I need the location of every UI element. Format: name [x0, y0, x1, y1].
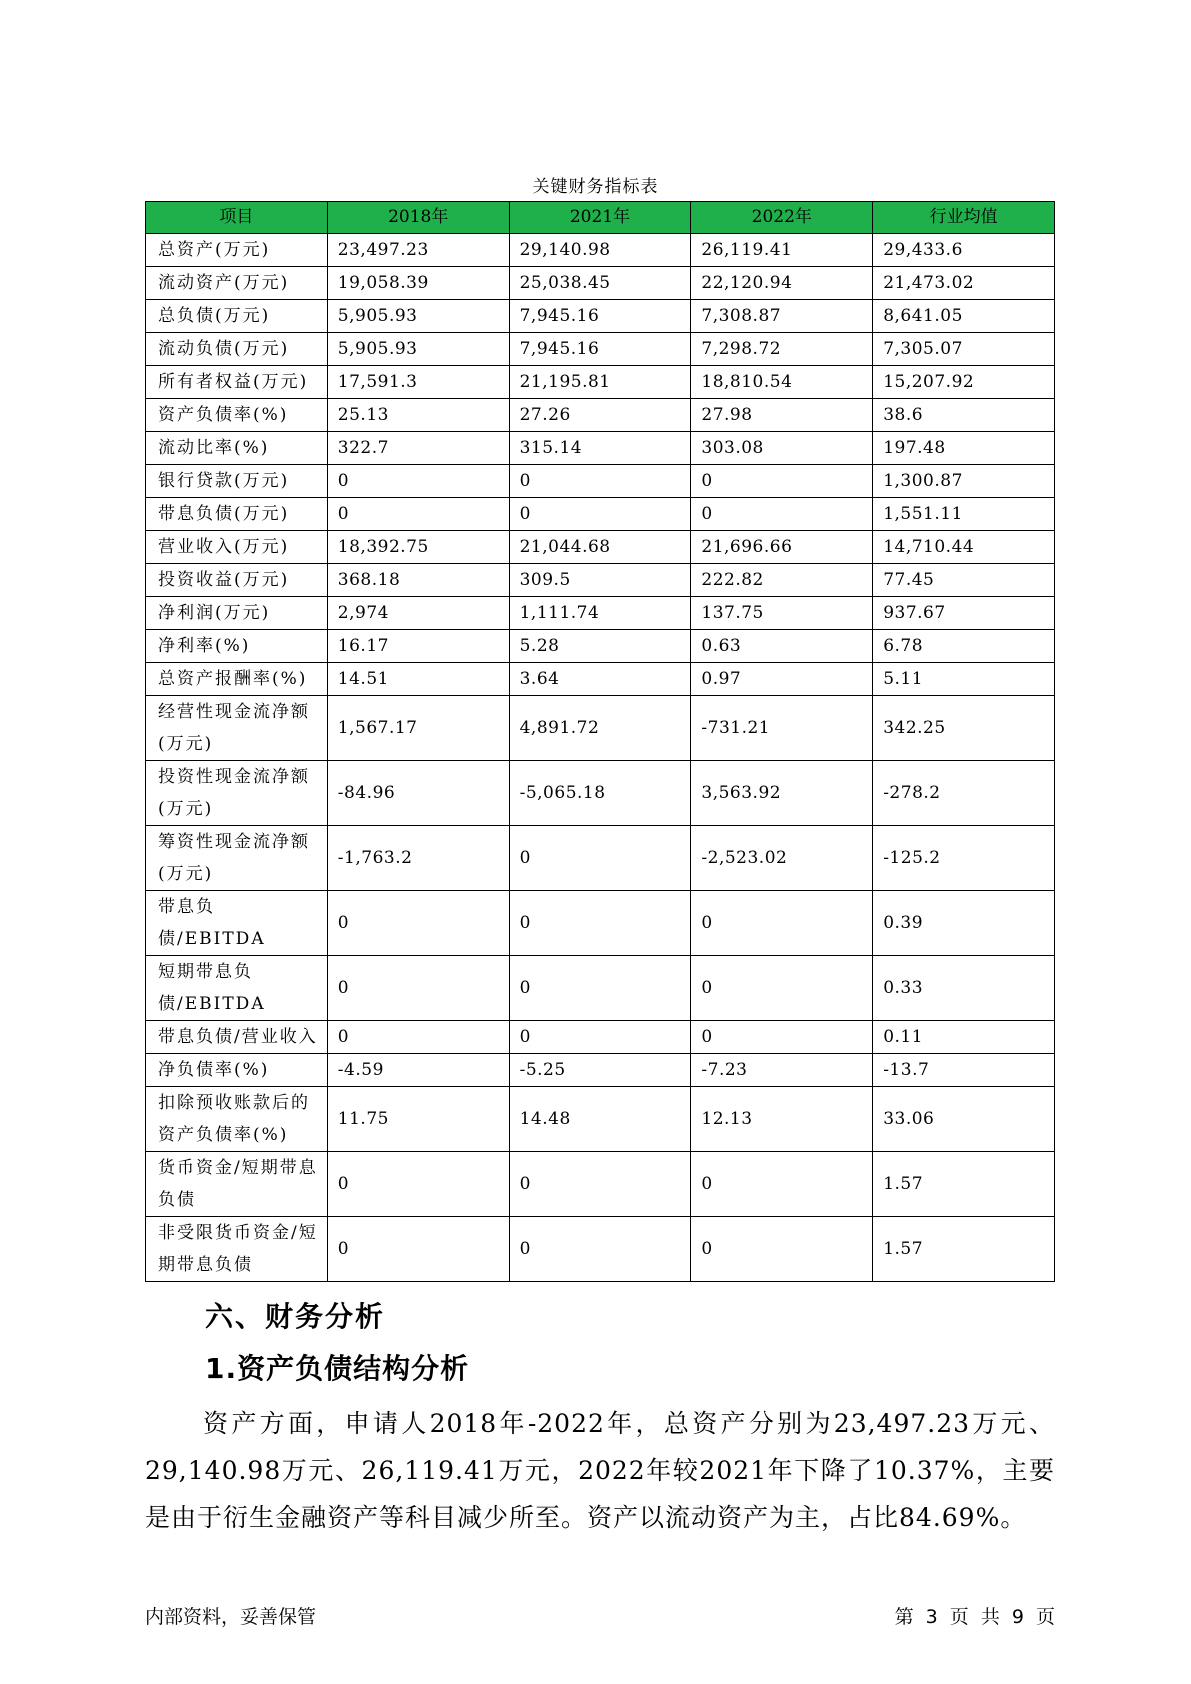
table-row: [146, 1152, 1055, 1217]
row-label: 净负债率(%): [146, 1054, 328, 1087]
row-value: 3.64: [509, 663, 691, 696]
row-value: -13.7: [873, 1054, 1055, 1087]
table-row: [146, 1054, 1055, 1087]
row-value: 17,591.3: [327, 366, 509, 399]
table-row: [146, 1217, 1055, 1282]
row-label: 经营性现金流净额(万元): [146, 696, 328, 761]
row-label: 流动资产(万元): [146, 267, 328, 300]
row-label: 总资产(万元): [146, 234, 328, 267]
header-2021: 2021年: [509, 202, 691, 234]
row-value: 21,473.02: [873, 267, 1055, 300]
financial-indicators-table: [145, 201, 1055, 1282]
row-value: 5.28: [509, 630, 691, 663]
table-row: [146, 761, 1055, 826]
row-value: 2,974: [327, 597, 509, 630]
footer-page-number: 第 3 页 共 9 页: [894, 1606, 1055, 1628]
table-row: [146, 956, 1055, 1021]
table-row: [146, 663, 1055, 696]
row-value: 368.18: [327, 564, 509, 597]
row-value: 0: [327, 1021, 509, 1054]
row-value: 7,945.16: [509, 300, 691, 333]
row-value: 342.25: [873, 696, 1055, 761]
row-value: 11.75: [327, 1087, 509, 1152]
row-value: 38.6: [873, 399, 1055, 432]
table-row: [146, 432, 1055, 465]
row-value: 0: [691, 1021, 873, 1054]
section-heading: 六、财务分析: [205, 1300, 386, 1333]
table-row: [146, 498, 1055, 531]
row-value: 937.67: [873, 597, 1055, 630]
row-value: -1,763.2: [327, 826, 509, 891]
row-value: 14,710.44: [873, 531, 1055, 564]
table-row: [146, 531, 1055, 564]
table-row: [146, 1021, 1055, 1054]
row-value: 5,905.93: [327, 300, 509, 333]
row-value: 0: [691, 1217, 873, 1282]
row-value: -125.2: [873, 826, 1055, 891]
row-value: 309.5: [509, 564, 691, 597]
row-value: 0: [327, 956, 509, 1021]
row-value: 0: [327, 465, 509, 498]
row-label: 带息负债(万元): [146, 498, 328, 531]
row-value: 0: [509, 1217, 691, 1282]
row-value: 0: [509, 498, 691, 531]
row-label: 净利润(万元): [146, 597, 328, 630]
table-row: [146, 1087, 1055, 1152]
row-label: 扣除预收账款后的资产负债率(%): [146, 1087, 328, 1152]
header-2022: 2022年: [691, 202, 873, 234]
row-value: 14.48: [509, 1087, 691, 1152]
table-row: [146, 696, 1055, 761]
row-value: 3,563.92: [691, 761, 873, 826]
row-value: -7.23: [691, 1054, 873, 1087]
footer-confidential-note: 内部资料，妥善保管: [145, 1606, 317, 1628]
row-value: 0.33: [873, 956, 1055, 1021]
row-value: 315.14: [509, 432, 691, 465]
row-value: 26,119.41: [691, 234, 873, 267]
row-value: 0.63: [691, 630, 873, 663]
row-value: -84.96: [327, 761, 509, 826]
row-value: 21,696.66: [691, 531, 873, 564]
row-value: 0: [509, 1152, 691, 1217]
row-value: 25,038.45: [509, 267, 691, 300]
header-item: 项目: [146, 202, 328, 234]
row-value: 0: [691, 465, 873, 498]
row-value: 21,195.81: [509, 366, 691, 399]
row-value: -5.25: [509, 1054, 691, 1087]
row-value: 0: [509, 956, 691, 1021]
row-label: 净利率(%): [146, 630, 328, 663]
row-value: 77.45: [873, 564, 1055, 597]
row-value: 12.13: [691, 1087, 873, 1152]
row-label: 流动比率(%): [146, 432, 328, 465]
header-2018: 2018年: [327, 202, 509, 234]
row-value: 0: [327, 498, 509, 531]
row-value: 4,891.72: [509, 696, 691, 761]
row-value: 0: [509, 1021, 691, 1054]
row-label: 短期带息负债/EBITDA: [146, 956, 328, 1021]
row-value: 0: [691, 1152, 873, 1217]
row-value: 8,641.05: [873, 300, 1055, 333]
row-value: 1,551.11: [873, 498, 1055, 531]
row-value: 29,140.98: [509, 234, 691, 267]
table-row: [146, 597, 1055, 630]
row-value: 14.51: [327, 663, 509, 696]
row-value: 18,810.54: [691, 366, 873, 399]
row-value: 137.75: [691, 597, 873, 630]
row-value: -2,523.02: [691, 826, 873, 891]
row-value: 0.39: [873, 891, 1055, 956]
row-value: 21,044.68: [509, 531, 691, 564]
table-row: [146, 465, 1055, 498]
row-value: 303.08: [691, 432, 873, 465]
row-value: 5.11: [873, 663, 1055, 696]
row-value: 197.48: [873, 432, 1055, 465]
row-label: 银行贷款(万元): [146, 465, 328, 498]
row-value: 7,308.87: [691, 300, 873, 333]
row-value: 0: [509, 891, 691, 956]
row-value: 16.17: [327, 630, 509, 663]
row-value: -5,065.18: [509, 761, 691, 826]
row-value: 322.7: [327, 432, 509, 465]
analysis-paragraph: 资产方面，申请人2018年-2022年，总资产分别为23,497.23万元、29,140.98万元、26,119.41万元，2022年较2021年下降了10.37%，主要是由于衍生金融资产等科目减少所至。资产以流动资产为主，占比84.69%。: [145, 1409, 1055, 1532]
row-value: 19,058.39: [327, 267, 509, 300]
row-value: 23,497.23: [327, 234, 509, 267]
row-label: 投资收益(万元): [146, 564, 328, 597]
row-value: 7,945.16: [509, 333, 691, 366]
header-industry-average: 行业均值: [873, 202, 1055, 234]
row-value: 27.98: [691, 399, 873, 432]
row-value: 25.13: [327, 399, 509, 432]
table-row: [146, 234, 1055, 267]
row-value: 6.78: [873, 630, 1055, 663]
table-row: [146, 333, 1055, 366]
row-label: 筹资性现金流净额(万元): [146, 826, 328, 891]
row-value: -4.59: [327, 1054, 509, 1087]
table-row: [146, 891, 1055, 956]
row-value: 15,207.92: [873, 366, 1055, 399]
row-value: 1,567.17: [327, 696, 509, 761]
row-value: 0: [327, 1217, 509, 1282]
row-value: 18,392.75: [327, 531, 509, 564]
row-value: 0: [691, 956, 873, 1021]
row-label: 总负债(万元): [146, 300, 328, 333]
table-row: [146, 399, 1055, 432]
row-value: 5,905.93: [327, 333, 509, 366]
table-row: [146, 267, 1055, 300]
table-row: [146, 630, 1055, 663]
table-caption: 关键财务指标表: [532, 177, 659, 197]
row-value: 1.57: [873, 1217, 1055, 1282]
row-value: 0.11: [873, 1021, 1055, 1054]
table-row: [146, 826, 1055, 891]
row-value: 29,433.6: [873, 234, 1055, 267]
row-value: 1,111.74: [509, 597, 691, 630]
row-value: -278.2: [873, 761, 1055, 826]
row-label: 营业收入(万元): [146, 531, 328, 564]
row-value: 0: [509, 465, 691, 498]
row-value: 1,300.87: [873, 465, 1055, 498]
row-value: 0: [327, 891, 509, 956]
row-value: 0: [327, 1152, 509, 1217]
row-value: 0.97: [691, 663, 873, 696]
row-label: 带息负债/营业收入: [146, 1021, 328, 1054]
row-value: 0: [691, 891, 873, 956]
row-value: -731.21: [691, 696, 873, 761]
row-value: 222.82: [691, 564, 873, 597]
row-value: 22,120.94: [691, 267, 873, 300]
row-label: 投资性现金流净额(万元): [146, 761, 328, 826]
row-value: 7,298.72: [691, 333, 873, 366]
row-label: 带息负债/EBITDA: [146, 891, 328, 956]
table-row: [146, 564, 1055, 597]
row-label: 所有者权益(万元): [146, 366, 328, 399]
table-header-row: [146, 202, 1055, 234]
row-value: 27.26: [509, 399, 691, 432]
row-label: 流动负债(万元): [146, 333, 328, 366]
row-value: 33.06: [873, 1087, 1055, 1152]
table-row: [146, 366, 1055, 399]
row-value: 0: [691, 498, 873, 531]
row-value: 0: [509, 826, 691, 891]
row-value: 7,305.07: [873, 333, 1055, 366]
row-label: 货币资金/短期带息负债: [146, 1152, 328, 1217]
table-row: [146, 300, 1055, 333]
row-value: 1.57: [873, 1152, 1055, 1217]
row-label: 非受限货币资金/短期带息负债: [146, 1217, 328, 1282]
row-label: 资产负债率(%): [146, 399, 328, 432]
section-subheading: 1.资产负债结构分析: [205, 1352, 470, 1385]
row-label: 总资产报酬率(%): [146, 663, 328, 696]
